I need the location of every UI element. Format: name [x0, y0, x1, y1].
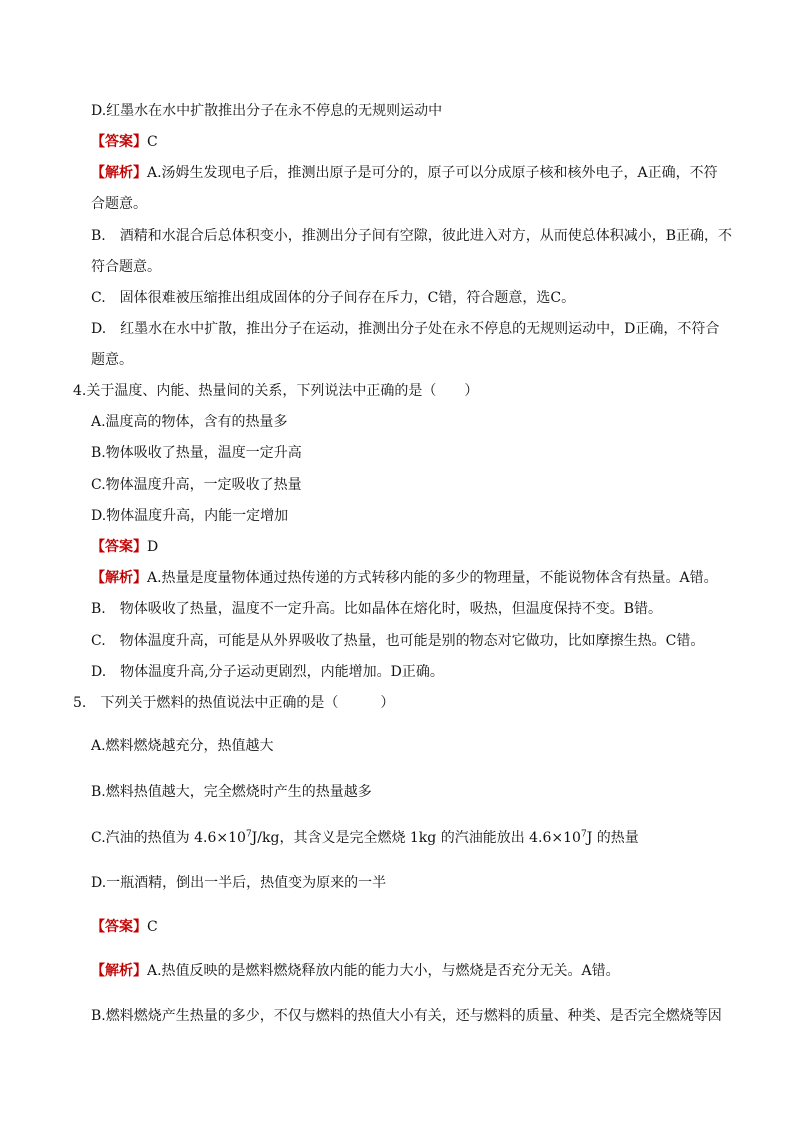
q3-answer	[91, 132, 158, 152]
q4-option-c: C.物体温度升高，一定吸收了热量	[91, 477, 302, 493]
q3-analysis-b: B. 酒精和水混合后总体积变小，推测出分子间有空隙，彼此进入对方，从而使总体积减小，B正确，不	[91, 228, 733, 244]
answer-value: C	[147, 919, 158, 935]
q4-analysis-b: B. 物体吸收了热量，温度不一定升高。比如晶体在熔化时，吸热，但温度保持不变。B错。	[91, 601, 663, 617]
q3-analysis-c: C. 固体很难被压缩推出组成固体的分子间存在斥力，C错，符合题意，选C。	[91, 290, 576, 306]
q5-option-c-text3: J 的热量	[586, 830, 639, 846]
analysis-label: 【解析】	[91, 570, 147, 586]
exponent: 7	[580, 829, 587, 840]
q5-option-a: A.燃料燃烧越充分，热值越大	[91, 738, 274, 754]
q4-option-a: A.温度高的物体，含有的热量多	[91, 414, 288, 430]
q4-analysis-a	[91, 568, 718, 588]
q5-analysis-b: B.燃料燃烧产生热量的多少，不仅与燃料的热值大小有关，还与燃料的质量、种类、是否完全燃烧等因	[91, 1008, 722, 1024]
q5-option-c	[91, 828, 639, 848]
q5-answer	[91, 917, 158, 937]
q4-option-b: B.物体吸收了热量，温度一定升高	[91, 445, 302, 461]
answer-value: D	[147, 539, 159, 555]
analysis-text: A.热值反映的是燃料燃烧释放内能的能力大小，与燃烧是否充分无关。A错。	[147, 963, 620, 979]
q4-option-d: D.物体温度升高，内能一定增加	[91, 508, 289, 524]
q3-analysis-d: D. 红墨水在水中扩散，推出分子在运动，推测出分子处在永不停息的无规则运动中，D正确，不符合	[91, 321, 720, 337]
q3-option-d: D.红墨水在水中扩散推出分子在永不停息的无规则运动中	[91, 103, 443, 119]
q5-stem: 5. 下列关于燃料的热值说法中正确的是（ ）	[73, 695, 395, 711]
q4-analysis-d: D. 物体温度升高,分子运动更剧烈，内能增加。D正确。	[91, 664, 444, 680]
q3-analysis-a-cont: 合题意。	[91, 196, 147, 212]
q5-option-d: D.一瓶酒精，倒出一半后，热值变为原来的一半	[91, 875, 387, 891]
q4-stem: 4.关于温度、内能、热量间的关系，下列说法中正确的是（ ）	[73, 383, 479, 399]
answer-label: 【答案】	[91, 134, 147, 150]
answer-label: 【答案】	[91, 919, 147, 935]
q5-option-c-text1: C.汽油的热值为 4.6×10	[91, 830, 246, 846]
q4-answer	[91, 537, 158, 557]
q5-option-c-text2: J/kg，其含义是完全燃烧 1kg 的汽油能放出 4.6×10	[251, 830, 581, 846]
q3-analysis-a	[91, 163, 718, 183]
exponent: 7	[245, 829, 252, 840]
analysis-text: A.热量是度量物体通过热传递的方式转移内能的多少的物理量，不能说物体含有热量。A错。	[147, 570, 718, 586]
q4-analysis-c: C. 物体温度升高，可能是从外界吸收了热量，也可能是别的物态对它做功，比如摩擦生热。C错。	[91, 633, 705, 649]
answer-label: 【答案】	[91, 539, 147, 555]
q5-option-b: B.燃料热值越大，完全燃烧时产生的热量越多	[91, 784, 372, 800]
q3-analysis-d-cont: 题意。	[91, 352, 133, 368]
answer-value: C	[147, 134, 158, 150]
analysis-text: A.汤姆生发现电子后，推测出原子是可分的，原子可以分成原子核和核外电子，A正确，不符	[147, 165, 718, 181]
analysis-label: 【解析】	[91, 963, 147, 979]
analysis-label: 【解析】	[91, 165, 147, 181]
q5-analysis-a	[91, 961, 620, 981]
q3-analysis-b-cont: 符合题意。	[91, 259, 161, 275]
